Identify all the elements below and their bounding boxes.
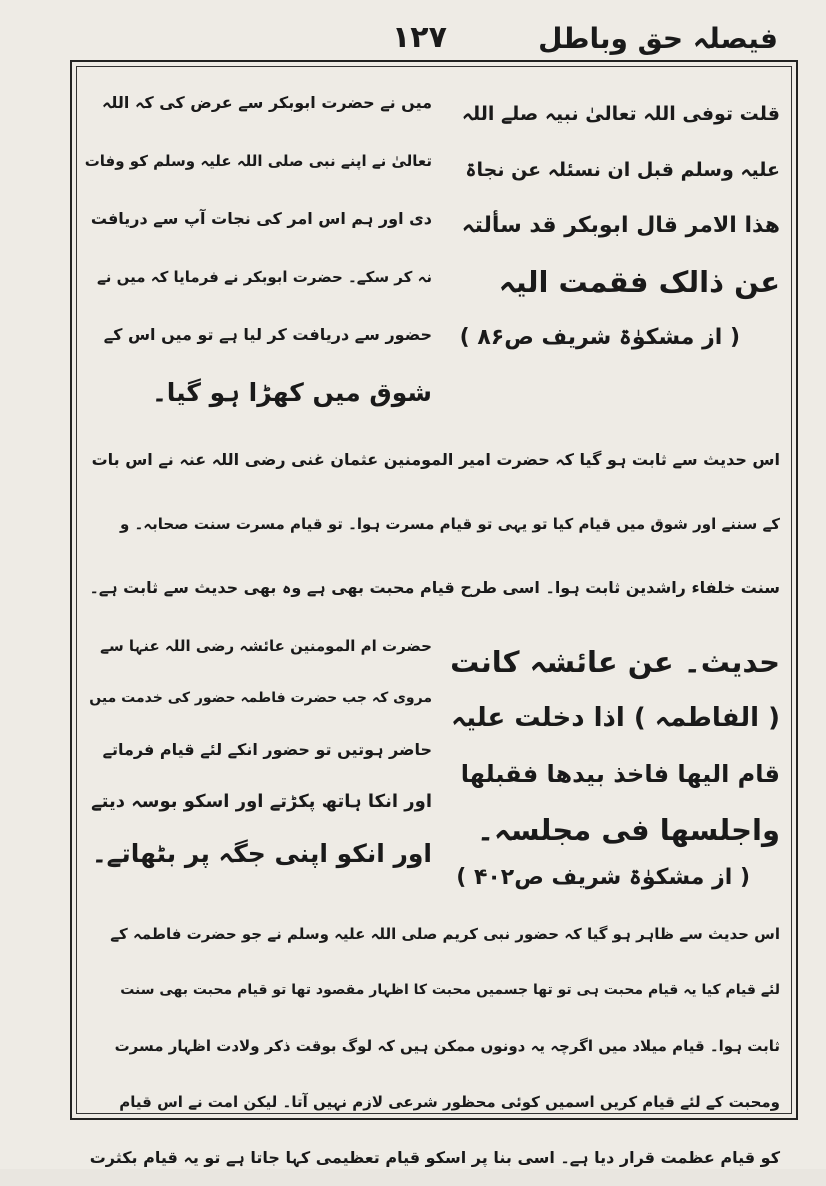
page-header [0, 0, 826, 64]
book-title: فیصلہ حق وباطل [538, 22, 778, 55]
hadith-reference: ( از مشکوٰۃ شریف ص۸۶ ) [459, 325, 740, 350]
urdu-translation-1 [84, 74, 432, 422]
arabic-line: ( الفاطمہ ) اذا دخلت علیہ [451, 703, 780, 733]
paragraph-line: لئے قیام کیا یہ قیام محبت ہی تو تھا جسمیں محبت کا اظہار مقصود تھا تو قیام محبت بھی سنت [120, 982, 780, 998]
hadith-section-2 [84, 620, 780, 898]
paragraph-line: کے سننے اور شوق میں قیام کیا تو یہی تو قیام مسرت ہوا۔ تو قیام مسرت سنت صحابہ۔ و [119, 515, 780, 533]
commentary-paragraph-2 [84, 906, 780, 1186]
page-content [84, 72, 780, 1186]
hadith-section-1 [84, 74, 780, 422]
arabic-line: عن ذالک فقمت الیہ [498, 265, 780, 299]
urdu-line: حضور سے دریافت کر لیا ہے تو میں اس کے [103, 325, 432, 344]
urdu-line: تعالیٰ نے اپنے نبی صلی اللہ علیہ وسلم کو وفات [84, 152, 432, 170]
arabic-line: واجلسھا فی مجلسہ۔ [477, 813, 780, 847]
arabic-line: علیہ وسلم قبل ان نسئلہ عن نجاۃ [465, 159, 780, 181]
paragraph-line: کو قیام عظمت قرار دیا ہے۔ اسی بنا پر اسکو قیام تعظیمی کہا جاتا ہے تو یہ قیام بکثرت [89, 1148, 780, 1167]
arabic-line: حدیث۔ عن عائشہ کانت [450, 645, 780, 679]
paragraph-line: ثابت ہوا۔ قیام میلاد میں اگرچہ یہ دونوں ممکن ہیں کہ لوگ بوقت ذکر ولادت اظہار مسرت [114, 1037, 780, 1055]
urdu-line: دی اور ہم اس امر کی نجات آپ سے دریافت [90, 209, 432, 228]
arabic-text-2 [450, 620, 780, 898]
urdu-line: اور انکا ہاتھ پکڑتے اور اسکو بوسہ دیتے [91, 791, 432, 812]
arabic-text-1 [450, 74, 780, 422]
paragraph-line: اس حدیث سے ظاہر ہو گیا کہ حضور نبی کریم صلی اللہ علیہ وسلم نے جو حضرت فاطمہ کے [110, 925, 780, 943]
urdu-line: نہ کر سکے۔ حضرت ابوبکر نے فرمایا کہ میں نے [97, 268, 432, 286]
hadith-reference: ( از مشکوٰۃ شریف ص۴۰۲ ) [456, 865, 750, 890]
urdu-line: حضرت ام المومنین عائشہ رضی اللہ عنہا سے [100, 637, 432, 655]
urdu-line: میں نے حضرت ابوبکر سے عرض کی کہ اللہ [102, 93, 432, 112]
page-number: ۱۲۷ [392, 20, 447, 55]
arabic-line: ھذا الامر قال ابوبکر قد سألتہ [461, 213, 780, 238]
commentary-paragraph-1 [84, 428, 780, 620]
urdu-line: اور انکو اپنی جگہ پر بٹھاتے۔ [92, 839, 432, 868]
urdu-line: شوق میں کھڑا ہو گیا۔ [152, 378, 432, 407]
paragraph-line: اس حدیث سے ثابت ہو گیا کہ حضرت امیر المومنین عثمان غنی رضی اللہ عنہ نے اس بات [91, 450, 780, 469]
urdu-translation-2 [84, 620, 432, 898]
paragraph-line: سنت خلفاء راشدین ثابت ہوا۔ اسی طرح قیام محبت بھی ہے وہ بھی حدیث سے ثابت ہے۔ [89, 578, 780, 597]
urdu-line: مروی کہ جب حضرت فاطمہ حضور کی خدمت میں [89, 690, 432, 706]
arabic-line: قام الیھا فاخذ بیدھا فقبلھا [460, 760, 780, 788]
urdu-line: حاضر ہوتیں تو حضور انکے لئے قیام فرماتے [102, 740, 432, 759]
arabic-line: قلت توفی اللہ تعالیٰ نبیہ صلے اللہ [461, 103, 780, 125]
paragraph-line: ومحبت کے لئے قیام کریں اسمیں کوئی محظور شرعی لازم نہیں آتا۔ لیکن امت نے اس قیام [119, 1093, 780, 1111]
